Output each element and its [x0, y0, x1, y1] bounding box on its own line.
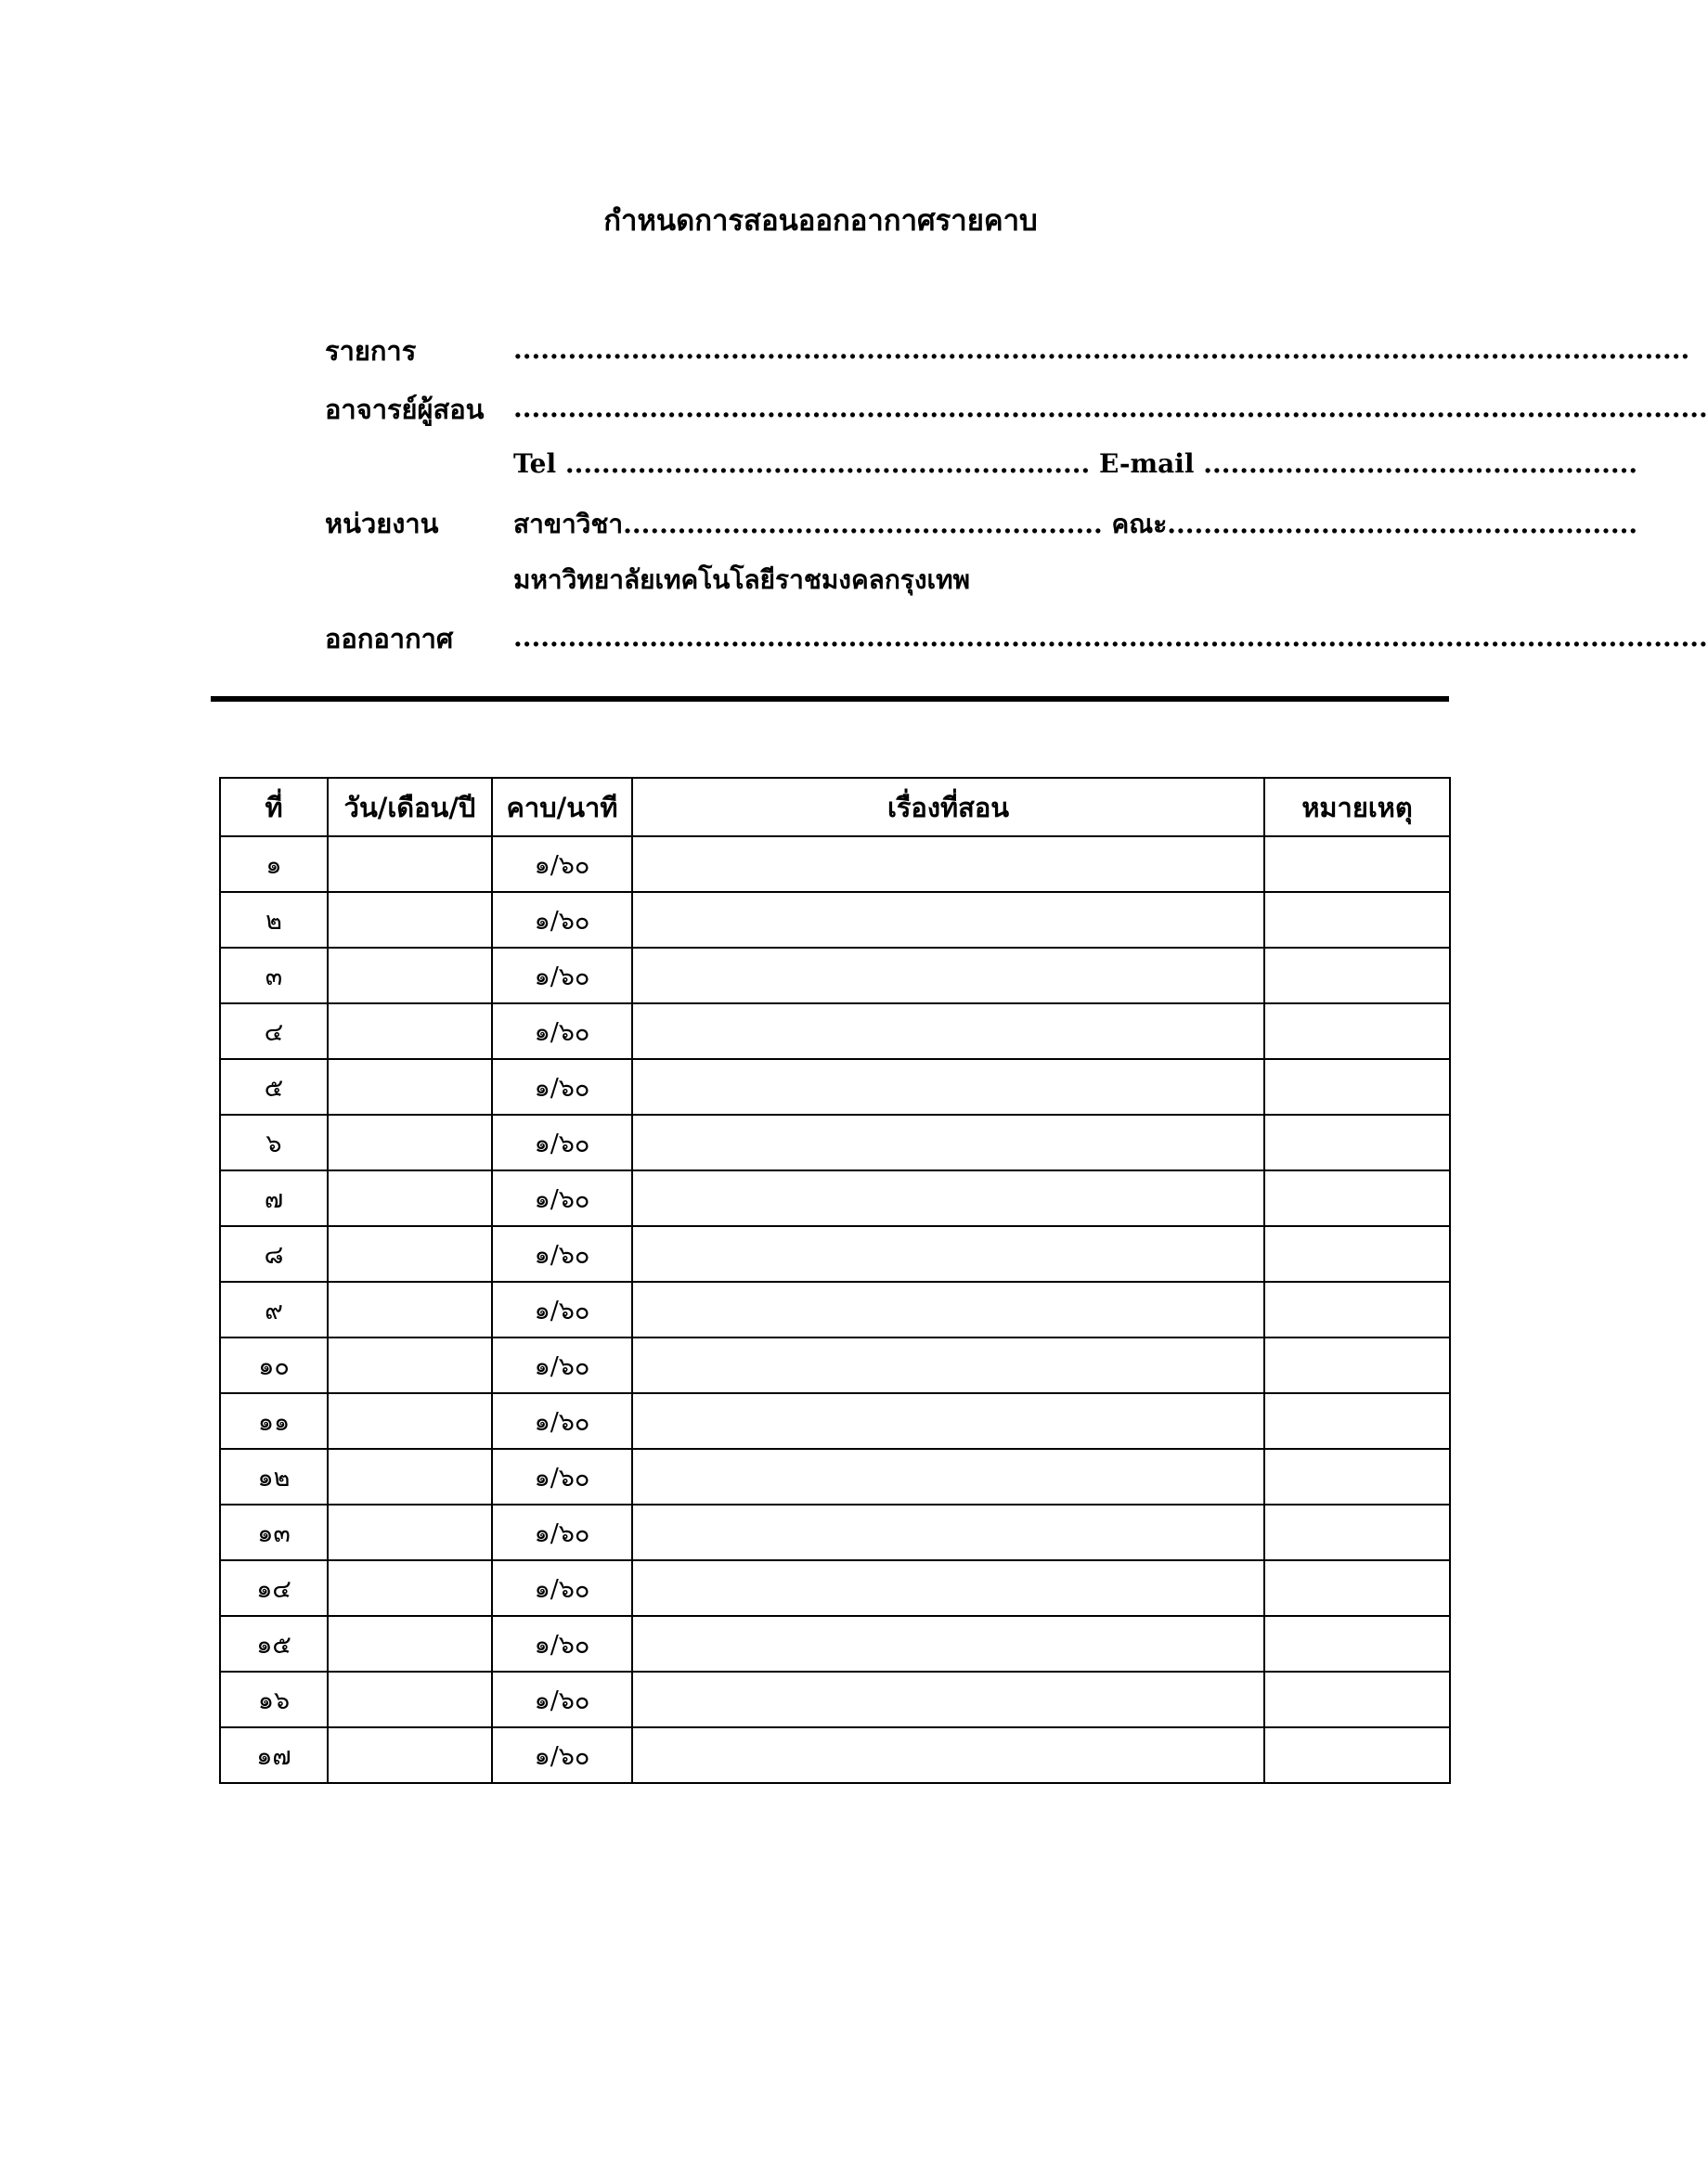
note-cell[interactable] [1264, 1003, 1450, 1059]
topic-cell[interactable] [632, 1003, 1264, 1059]
row-number-cell: ๑๔ [220, 1560, 328, 1616]
topic-cell[interactable] [632, 1505, 1264, 1560]
date-cell[interactable] [328, 1003, 492, 1059]
date-cell[interactable] [328, 1059, 492, 1115]
date-cell[interactable] [328, 1393, 492, 1449]
table-row [220, 1393, 1450, 1449]
date-cell[interactable] [328, 1226, 492, 1282]
topic-cell[interactable] [632, 1170, 1264, 1226]
row-number-cell: ๖ [220, 1115, 328, 1170]
note-cell[interactable] [1264, 1170, 1450, 1226]
row-number-cell: ๑๓ [220, 1505, 328, 1560]
period-cell: ๑/๖๐ [492, 1672, 632, 1727]
table-row [220, 1672, 1450, 1727]
table-row [220, 1170, 1450, 1226]
period-cell: ๑/๖๐ [492, 892, 632, 948]
header-no: ที่ [220, 778, 328, 836]
program-field[interactable]: .................................................................................................................................. [513, 334, 1690, 365]
header-period: คาบ/นาที [492, 778, 632, 836]
header-date: วัน/เดือน/ปี [328, 778, 492, 836]
table-row [220, 1282, 1450, 1337]
date-cell[interactable] [328, 1560, 492, 1616]
note-cell[interactable] [1264, 1059, 1450, 1115]
topic-cell[interactable] [632, 1616, 1264, 1672]
row-number-cell: ๗ [220, 1170, 328, 1226]
university-name: มหาวิทยาลัยเทคโนโลยีราชมงคลกรุงเทพ [513, 564, 970, 595]
date-cell[interactable] [328, 836, 492, 892]
topic-cell[interactable] [632, 1672, 1264, 1727]
topic-cell[interactable] [632, 1449, 1264, 1505]
date-cell[interactable] [328, 892, 492, 948]
row-number-cell: ๑๑ [220, 1393, 328, 1449]
page-title: กำหนดการสอนออกอากาศรายคาบ [603, 204, 1038, 238]
period-cell: ๑/๖๐ [492, 1393, 632, 1449]
date-cell[interactable] [328, 1616, 492, 1672]
note-cell[interactable] [1264, 836, 1450, 892]
date-cell[interactable] [328, 1115, 492, 1170]
program-label: รายการ [325, 335, 417, 367]
period-cell: ๑/๖๐ [492, 836, 632, 892]
topic-cell[interactable] [632, 1226, 1264, 1282]
table-row [220, 1003, 1450, 1059]
teacher-label: อาจารย์ผู้สอน [325, 394, 485, 425]
table-row [220, 948, 1450, 1003]
date-cell[interactable] [328, 1505, 492, 1560]
table-header-row [220, 778, 1450, 836]
period-cell: ๑/๖๐ [492, 1003, 632, 1059]
table-row [220, 892, 1450, 948]
table-row [220, 1560, 1450, 1616]
section-divider [211, 696, 1449, 702]
row-number-cell: ๑๗ [220, 1727, 328, 1783]
topic-cell[interactable] [632, 1727, 1264, 1783]
row-number-cell: ๘ [220, 1226, 328, 1282]
period-cell: ๑/๖๐ [492, 948, 632, 1003]
topic-cell[interactable] [632, 892, 1264, 948]
date-cell[interactable] [328, 1282, 492, 1337]
row-number-cell: ๔ [220, 1003, 328, 1059]
period-cell: ๑/๖๐ [492, 1115, 632, 1170]
table-row [220, 1115, 1450, 1170]
period-cell: ๑/๖๐ [492, 1059, 632, 1115]
note-cell[interactable] [1264, 948, 1450, 1003]
note-cell[interactable] [1264, 1672, 1450, 1727]
date-cell[interactable] [328, 1727, 492, 1783]
header-note: หมายเหตุ [1264, 778, 1450, 836]
note-cell[interactable] [1264, 1560, 1450, 1616]
note-cell[interactable] [1264, 1226, 1450, 1282]
note-cell[interactable] [1264, 1337, 1450, 1393]
table-row [220, 1727, 1450, 1783]
row-number-cell: ๑๐ [220, 1337, 328, 1393]
period-cell: ๑/๖๐ [492, 1449, 632, 1505]
schedule-table [219, 777, 1451, 1784]
row-number-cell: ๕ [220, 1059, 328, 1115]
row-number-cell: ๒ [220, 892, 328, 948]
table-row [220, 1226, 1450, 1282]
note-cell[interactable] [1264, 1282, 1450, 1337]
table-row [220, 1059, 1450, 1115]
table-row [220, 1616, 1450, 1672]
note-cell[interactable] [1264, 1727, 1450, 1783]
header-topic: เรื่องที่สอน [632, 778, 1264, 836]
topic-cell[interactable] [632, 1059, 1264, 1115]
date-cell[interactable] [328, 1337, 492, 1393]
period-cell: ๑/๖๐ [492, 1505, 632, 1560]
row-number-cell: ๙ [220, 1282, 328, 1337]
topic-cell[interactable] [632, 836, 1264, 892]
table-row [220, 1505, 1450, 1560]
row-number-cell: ๑ [220, 836, 328, 892]
topic-cell[interactable] [632, 1393, 1264, 1449]
topic-cell[interactable] [632, 1115, 1264, 1170]
period-cell: ๑/๖๐ [492, 1616, 632, 1672]
note-cell[interactable] [1264, 1616, 1450, 1672]
period-cell: ๑/๖๐ [492, 1226, 632, 1282]
date-cell[interactable] [328, 1170, 492, 1226]
row-number-cell: ๑๖ [220, 1672, 328, 1727]
table-row [220, 1449, 1450, 1505]
note-cell[interactable] [1264, 1393, 1450, 1449]
table-row [220, 836, 1450, 892]
period-cell: ๑/๖๐ [492, 1727, 632, 1783]
table-row [220, 1337, 1450, 1393]
topic-cell[interactable] [632, 1560, 1264, 1616]
date-cell[interactable] [328, 1449, 492, 1505]
topic-cell[interactable] [632, 1282, 1264, 1337]
period-cell: ๑/๖๐ [492, 1560, 632, 1616]
row-number-cell: ๑๒ [220, 1449, 328, 1505]
note-cell[interactable] [1264, 1505, 1450, 1560]
period-cell: ๑/๖๐ [492, 1337, 632, 1393]
topic-cell[interactable] [632, 948, 1264, 1003]
note-cell[interactable] [1264, 1449, 1450, 1505]
row-number-cell: ๓ [220, 948, 328, 1003]
date-cell[interactable] [328, 1672, 492, 1727]
unit-label: หน่วยงาน [325, 508, 439, 539]
period-cell: ๑/๖๐ [492, 1282, 632, 1337]
department-faculty-field[interactable]: สาขาวิชา..................................................... คณะ.................................................... [513, 509, 1638, 539]
date-cell[interactable] [328, 948, 492, 1003]
note-cell[interactable] [1264, 1115, 1450, 1170]
topic-cell[interactable] [632, 1337, 1264, 1393]
contact-field[interactable]: Tel .......................................................... E-mail ................................................ [513, 448, 1638, 479]
broadcast-field[interactable]: .................................................................................................................................... [513, 622, 1708, 653]
period-cell: ๑/๖๐ [492, 1170, 632, 1226]
teacher-field[interactable]: .................................................................................................................................... [513, 393, 1708, 423]
row-number-cell: ๑๕ [220, 1616, 328, 1672]
broadcast-label: ออกอากาศ [325, 623, 454, 654]
note-cell[interactable] [1264, 892, 1450, 948]
